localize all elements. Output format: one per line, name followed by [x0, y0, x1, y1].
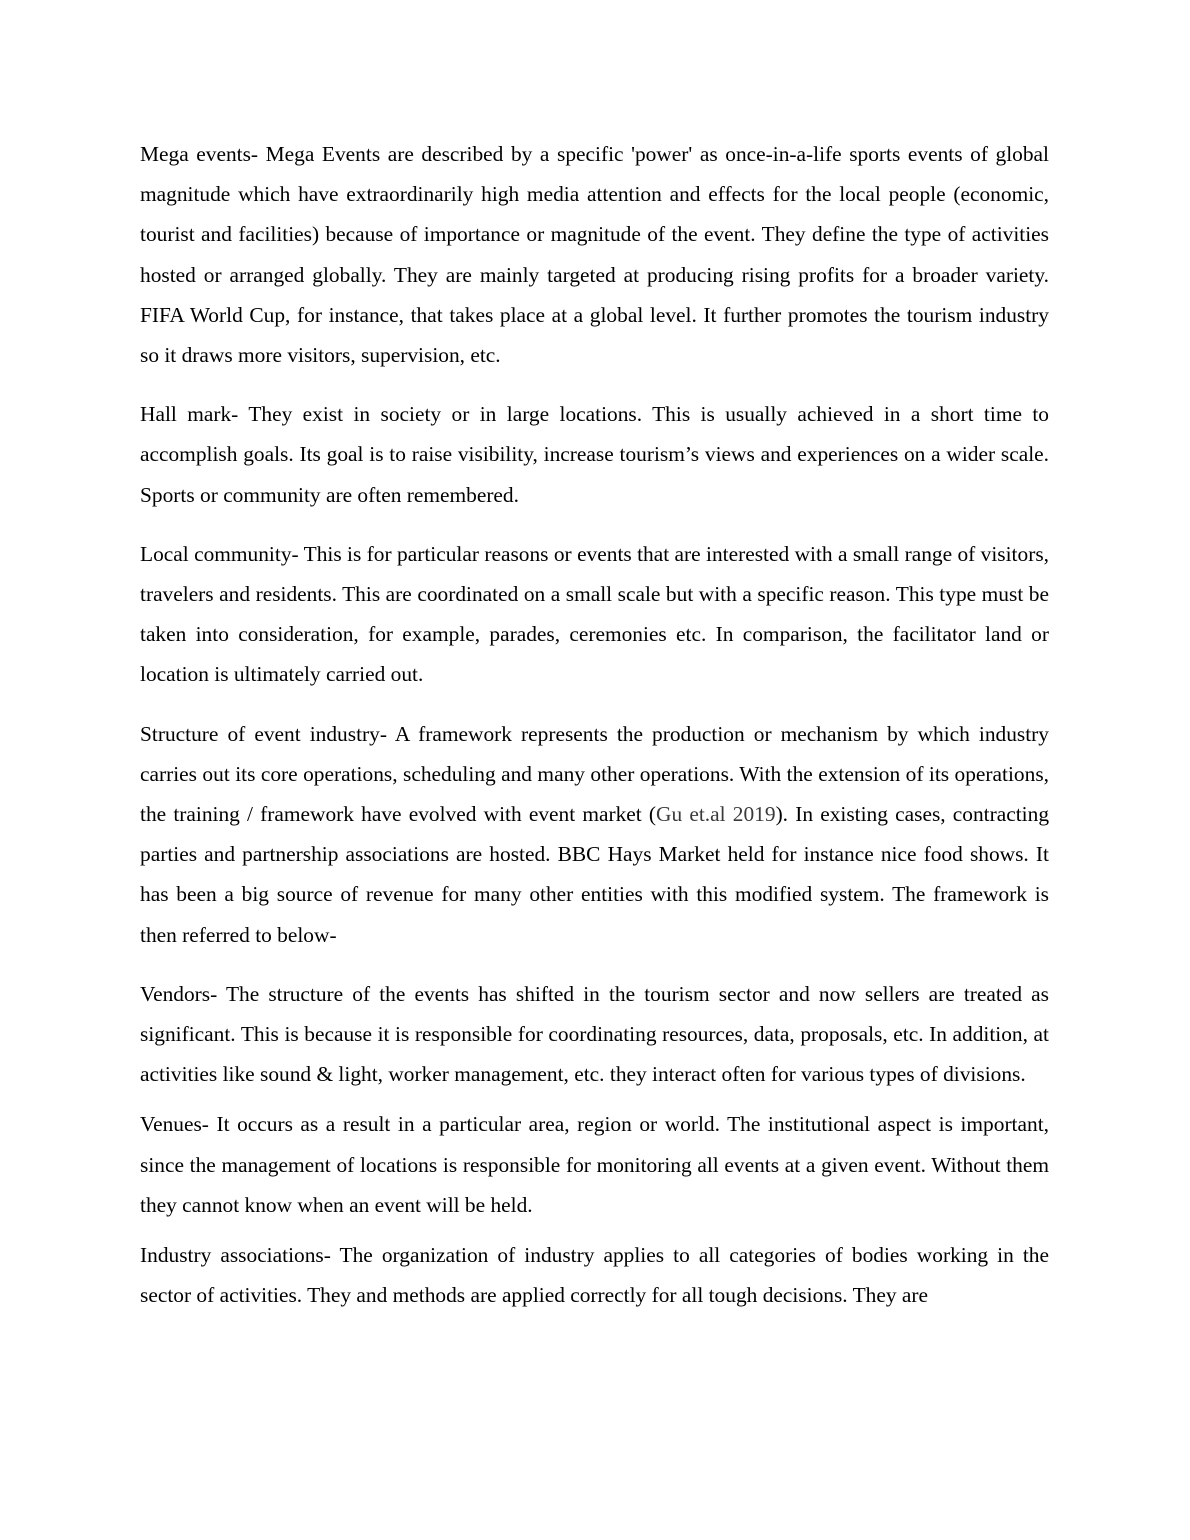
paragraph-vendors: Vendors- The structure of the events has shifted in the tourism sector and now sellers are treated as significant. This is because it is responsible for coordinating resources, data, proposals, etc. In addition, at activities like sound & light, worker management, etc. they interact often for various types of divisions.	[140, 981, 1049, 1087]
document-page	[140, 134, 1049, 1334]
citation: Gu et.al 2019	[656, 802, 776, 827]
paragraph-text: Structure of event industry- A framework represents the production or mechanism by which industry carries out its core operations, scheduling and many other operations. With the extension of its operations, the training / framework have evolved with event market (	[140, 721, 1049, 827]
paragraph-local-community: Local community- This is for particular reasons or events that are interested with a small range of visitors, travelers and residents. This are coordinated on a small scale but with a specific reason. This type must be taken into consideration, for example, parades, ceremonies etc. In comparison, the facilitator land or location is ultimately carried out.	[140, 541, 1049, 687]
paragraph-mega-events: Mega events- Mega Events are described by a specific 'power' as once-in-a-life sports events of global magnitude which have extraordinarily high media attention and effects for the local people (economic, tourist and facilities) because of importance or magnitude of the event. They define the type of activities hosted or arranged globally. They are mainly targeted at producing rising profits for a broader variety. FIFA World Cup, for instance, that takes place at a global level. It further promotes the tourism industry so it draws more visitors, supervision, etc.	[140, 142, 1049, 368]
paragraph-industry-associations: Industry associations- The organization of industry applies to all categories of bodies working in the sector of activities. They and methods are applied correctly for all tough decisions. They are	[140, 1243, 1049, 1308]
paragraph-structure-of-event-industry	[140, 714, 1049, 955]
paragraph-venues: Venues- It occurs as a result in a particular area, region or world. The institutional aspect is important, since the management of locations is responsible for monitoring all events at a given event. Without them they cannot know when an event will be held.	[140, 1112, 1049, 1217]
paragraph-text: ). In existing cases, contracting parties and partnership associations are hosted. BBC Hays Market held for instance nice food shows. It has been a big source of revenue for many other entities with this modified system. The framework is then referred to below-	[140, 802, 1050, 947]
paragraph-hall-mark: Hall mark- They exist in society or in large locations. This is usually achieved in a short time to accomplish goals. Its goal is to raise visibility, increase tourism’s views and experiences on a wider scale. Sports or community are often remembered.	[140, 402, 1049, 507]
